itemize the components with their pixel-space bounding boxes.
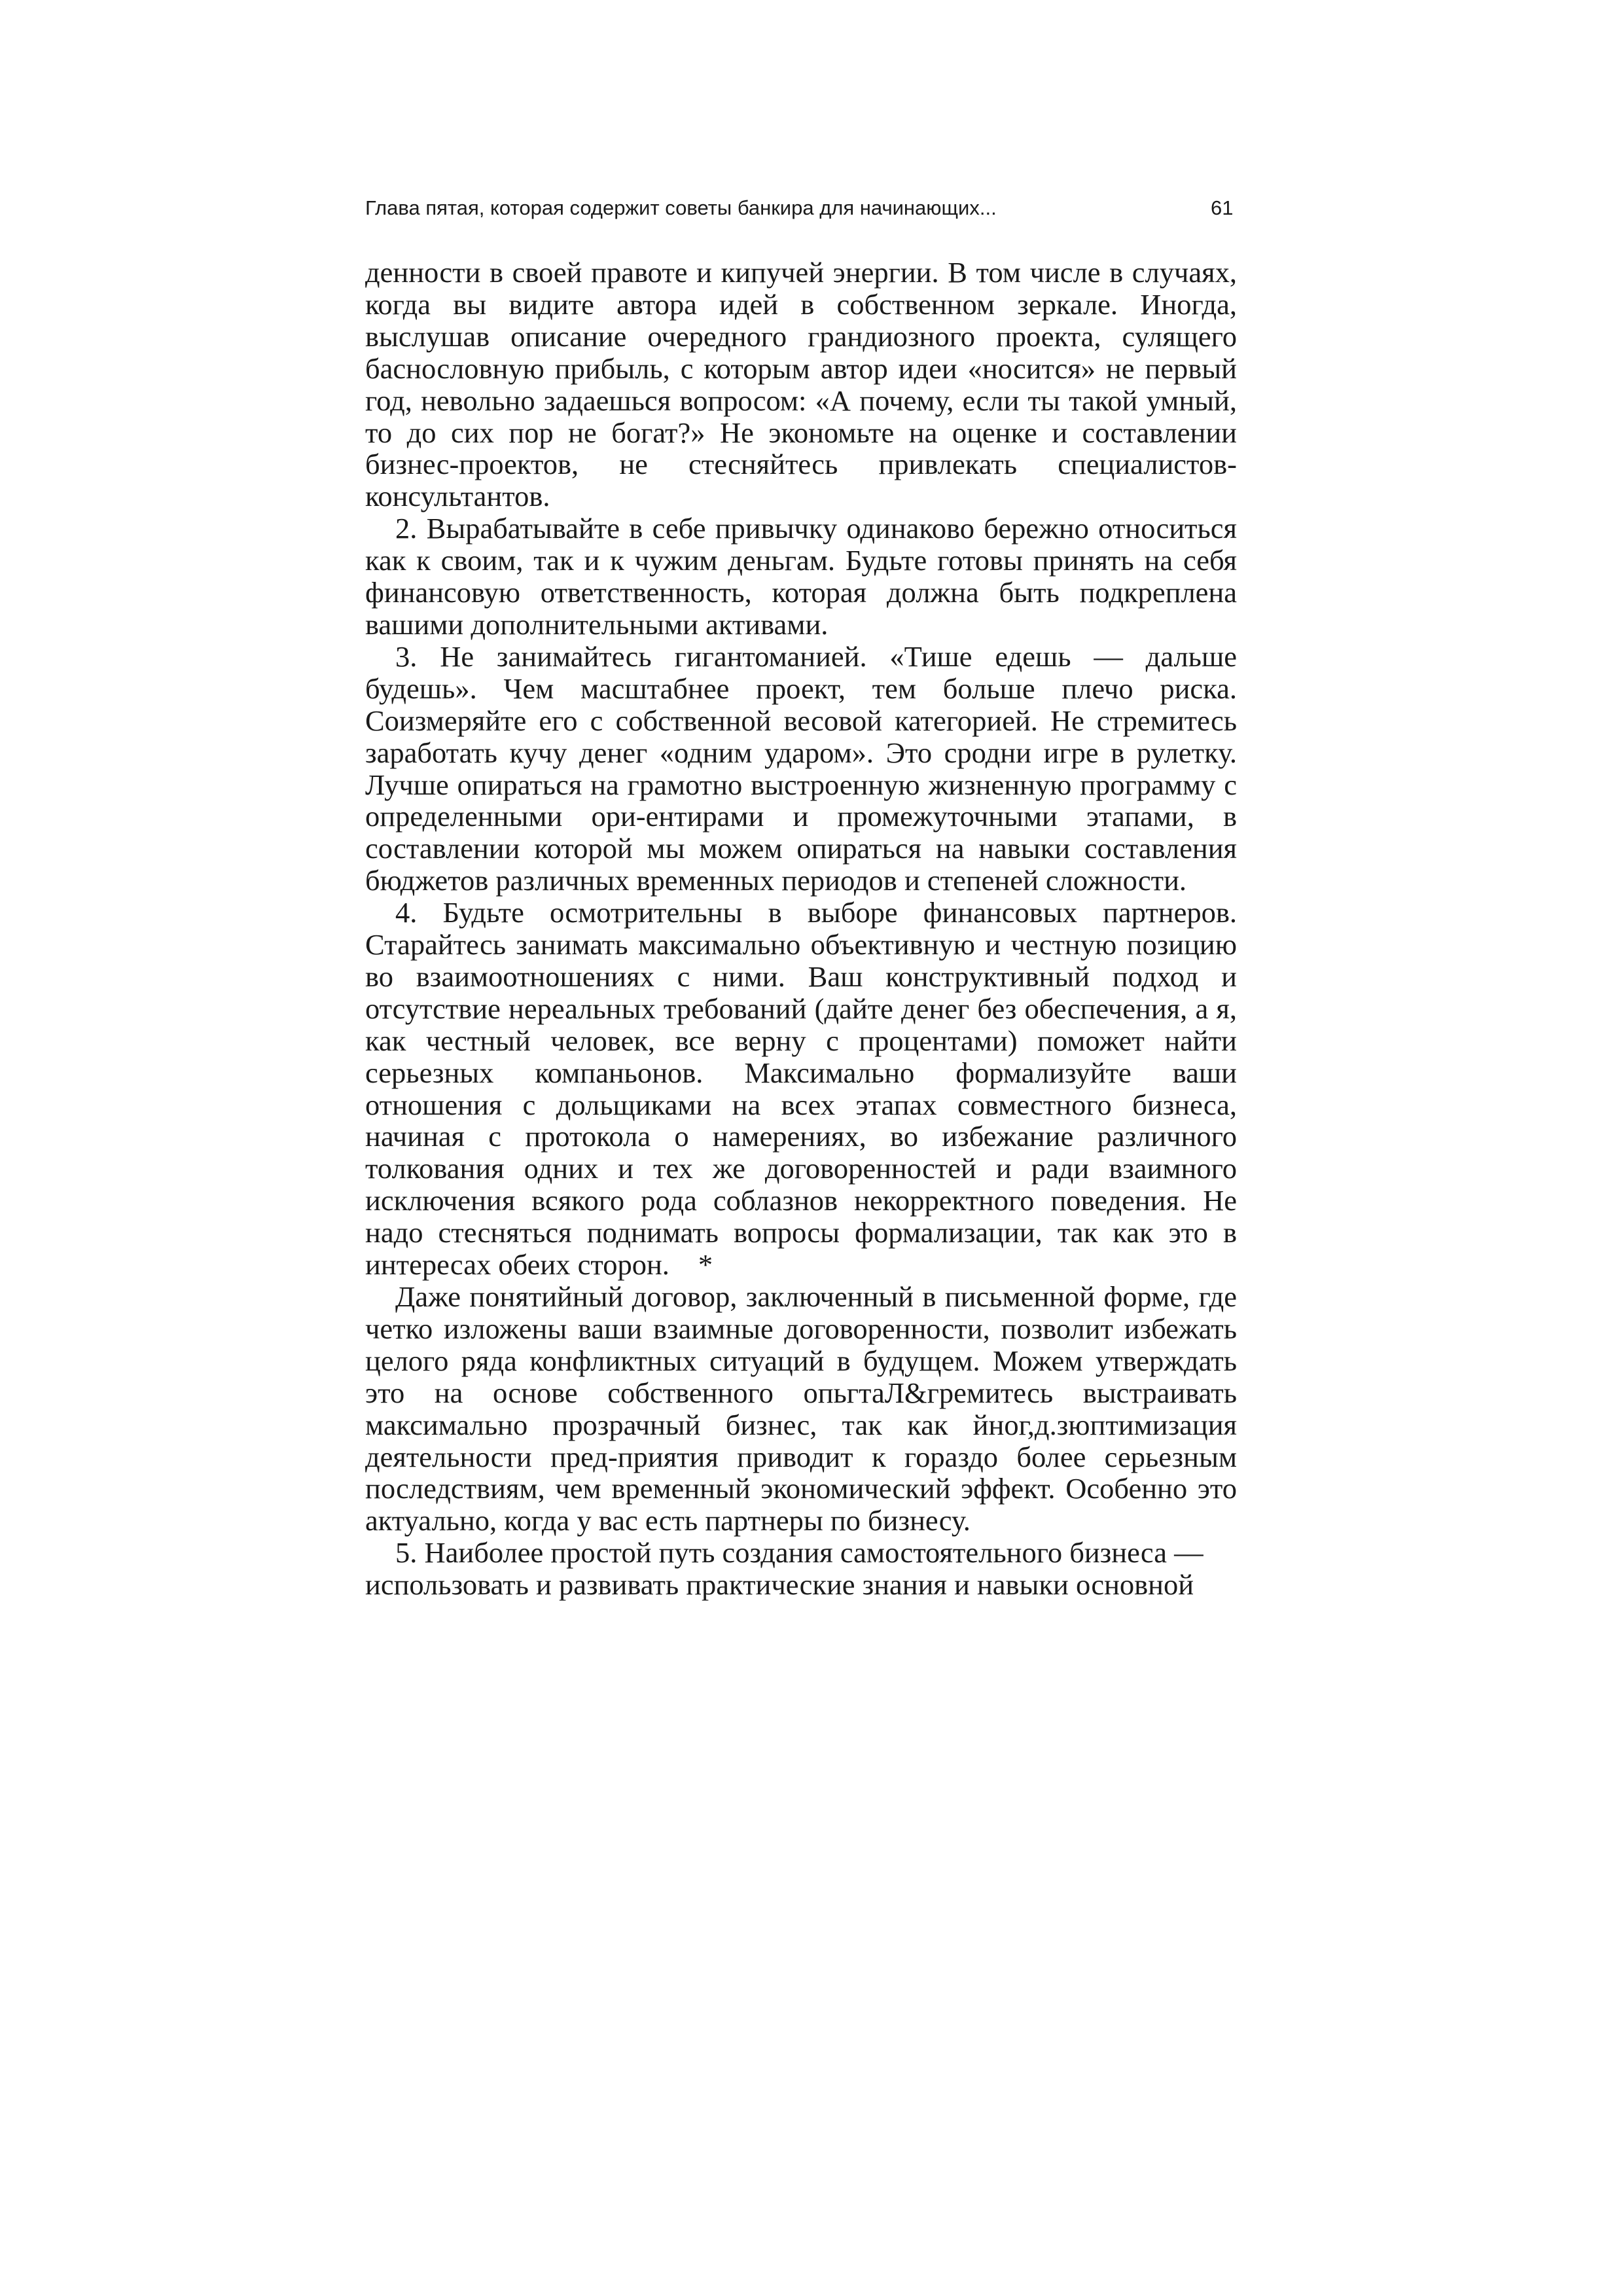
running-header — [365, 196, 1237, 229]
paragraph-item-4 — [365, 897, 1237, 1281]
paragraph-contract: Даже понятийный договор, заключенный в письменной форме, где четко изложены ваши взаимные договоренности, позволит избежать целого ряда конфликтных ситуаций в будущем. Можем утверждать это на основе собственного опьгтаЛ&гремитесь выстраивать максимально прозрачный бизнес, так как йног,д.зюптимизация деятельности пред-приятия приводит к гораздо более серьезным последствиям, чем временный экономический эффект. Особенно это актуально, когда у вас есть партнеры по бизнесу. — [365, 1280, 1237, 1537]
paragraph-item-5-tail: использовать и развивать практические знания и навыки основной — [365, 1568, 1194, 1602]
paragraph-continuation: денности в своей правоте и кипучей энергии. В том числе в случаях, когда вы видите автора идей в собственном зеркале. Иногда, выслушав описание очередного грандиозного проекта, сулящего баснословную прибыль, с которым автор идеи «носится» не первый год, невольно задаешься вопросом: «А почему, если ты такой умный, то до сих пор не богат?» Не экономьте на оценке и составлении бизнес-проектов, не стесняйтесь привлекать специалистов-консультантов. — [365, 256, 1237, 513]
paragraph-item-4-text: 4. Будьте осмотрительны в выборе финансовых партнеров. Старайтесь занимать максимально объективную и честную позицию во взаимоотношениях с ними. Ваш конструктивный подход и отсутствие нереальных требований (дайте денег без обеспечения, а я, как честный человек, все верну с процентами) поможет найти серьезных компаньонов. Максимально формализуйте ваши отношения с дольщиками на всех этапах совместного бизнеса, начиная с протокола о намерениях, во избежание различного толкования одних и тех же договоренностей и ради взаимного исключения всякого рода соблазнов некорректного поведения. Не надо стесняться поднимать вопросы формализации, так как это в интересах обеих сторон. — [365, 896, 1237, 1282]
paragraph-item-2: 2. Вырабатывайте в себе привычку одинаково бережно относиться как к своим, так и к чужим деньгам. Будьте готовы принять на себя финансовую ответственность, которая должна быть подкреплена вашими дополнительными активами. — [365, 512, 1237, 641]
paragraph-item-5: 5. Наиболее простой путь создания самостоятельного бизнеса — — [395, 1536, 1204, 1570]
paragraph-item-3: 3. Не занимайтесь гигантоманией. «Тише едешь — дальше будешь». Чем масштабнее проект, тем больше плечо риска. Соизмеряйте его с собственной весовой категорией. Не стремитесь заработать кучу денег «одним ударом». Это сродни игре в рулетку. Лучше опираться на грамотно выстроенную жизненную программу с определенными ори-ентирами и промежуточными этапами, в составлении которой мы можем опираться на навыки составления бюджетов различных временных периодов и степеней сложности. — [365, 639, 1237, 897]
running-title: Глава пятая, которая содержит советы банкира для начинающих... — [365, 196, 997, 219]
page-body — [365, 257, 1237, 1601]
page-number: 61 — [1211, 196, 1234, 219]
footnote-asterisk: * — [698, 1248, 713, 1282]
